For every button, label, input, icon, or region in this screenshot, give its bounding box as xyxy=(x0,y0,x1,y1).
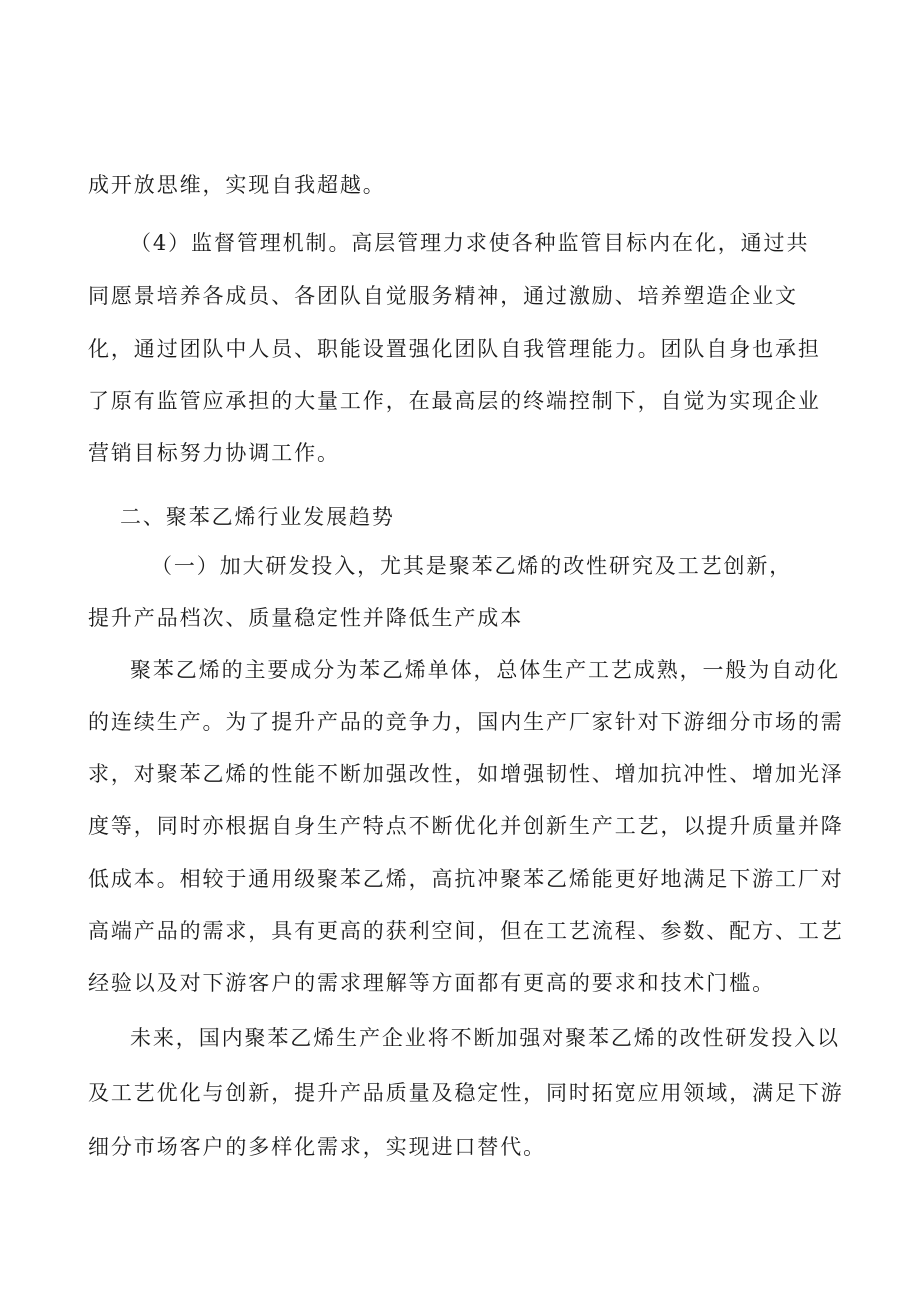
paragraph-line: 度等，同时亦根据自身生产特点不断优化并创新生产工艺，以提升质量并降 xyxy=(88,814,844,838)
subsection-heading-line: （一）加大研发投入，尤其是聚苯乙烯的改性研究及工艺创新， xyxy=(151,554,793,578)
paragraph-line: 低成本。相较于通用级聚苯乙烯，高抗冲聚苯乙烯能更好地满足下游工厂对 xyxy=(88,867,844,891)
paragraph-line: 营销目标努力协调工作。 xyxy=(88,441,340,465)
paragraph-line: 经验以及对下游客户的需求理解等方面都有更高的要求和技术门槛。 xyxy=(88,971,775,995)
paragraph-line: 及工艺优化与创新，提升产品质量及稳定性，同时拓宽应用领域，满足下游 xyxy=(88,1081,844,1105)
subsection-heading-line: 提升产品档次、质量稳定性并降低生产成本 xyxy=(88,606,524,630)
paragraph-line: 聚苯乙烯的主要成分为苯乙烯单体，总体生产工艺成熟，一般为自动化 xyxy=(130,658,840,682)
paragraph-line: 同愿景培养各成员、各团队自觉服务精神，通过激励、培养塑造企业文 xyxy=(88,284,798,308)
paragraph-line: 未来，国内聚苯乙烯生产企业将不断加强对聚苯乙烯的改性研发投入以 xyxy=(130,1026,840,1050)
paragraph-line: 的连续生产。为了提升产品的竞争力，国内生产厂家针对下游细分市场的需 xyxy=(88,710,844,734)
paragraph-line: 了原有监管应承担的大量工作，在最高层的终端控制下，自觉为实现企业 xyxy=(88,389,821,413)
paragraph-line: 化，通过团队中人员、职能设置强化团队自我管理能力。团队自身也承担 xyxy=(88,337,821,361)
paragraph-line: 高端产品的需求，具有更高的获利空间，但在工艺流程、参数、配方、工艺 xyxy=(88,919,844,943)
paragraph-line: 细分市场客户的多样化需求，实现进口替代。 xyxy=(88,1135,546,1159)
paragraph-line: （4）监督管理机制。高层管理力求使各种监管目标内在化，通过共 xyxy=(130,231,810,255)
paragraph-line: 求，对聚苯乙烯的性能不断加强改性，如增强韧性、增加抗冲性、增加光泽 xyxy=(88,762,844,786)
paragraph-line: 成开放思维，实现自我超越。 xyxy=(88,173,386,197)
section-heading: 二、聚苯乙烯行业发展趋势 xyxy=(120,505,395,529)
